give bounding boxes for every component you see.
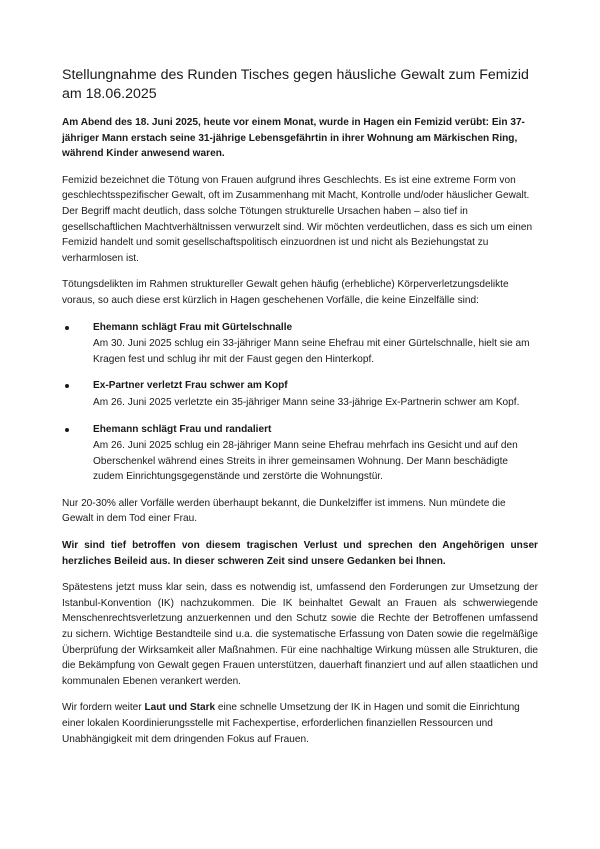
statistics-paragraph: Nur 20-30% aller Vorfälle werden überhaupt bekannt, die Dunkelziffer ist immens. Nun mündete die Gewalt in dem Tod einer Frau. (62, 497, 506, 525)
incident-item (62, 320, 538, 368)
incident-item (62, 422, 538, 485)
definition-paragraph: Femizid bezeichnet die Tötung von Frauen aufgrund ihres Geschlechts. Es ist eine extreme Form von geschlechtsspezifischer Gewalt, oft im Zusammenhang mit Macht, Kontrolle und/oder häuslicher Gewalt. Der Begriff macht deutlich, dass solche Tötungen strukturelle Ursachen haben – also tief in gesellschaftlichen Machtverhältnissen verwurzelt sind. Wir möchten verdeutlichen, dass es sich um einen Femizid handelt und somit gesellschaftspolitisch einzuordnen ist und nicht als Beziehungstat zu verharmlosen ist. (62, 174, 533, 264)
condolence-paragraph: Wir sind tief betroffen von diesem tragischen Verlust und sprechen den Angehörigen unser herzliches Beileid aus. In dieser schweren Zeit sind unsere Gedanken bei Ihnen. (62, 540, 538, 567)
document-title: Stellungnahme des Runden Tisches gegen häusliche Gewalt zum Femizid am 18.06.2025 (62, 67, 529, 102)
demand-emphasis: Laut und Stark (144, 702, 216, 714)
incident-text: Am 30. Juni 2025 schlug ein 33-jähriger Mann seine Ehefrau mit einer Gürtelschnalle, hielt sie am Kragen fest und schlug ihr mit der Faust gegen den Hinterkopf. (93, 338, 530, 365)
incident-list (62, 320, 538, 485)
incident-heading: Ehemann schlägt Frau mit Gürtelschnalle (93, 321, 293, 333)
incident-heading: Ehemann schlägt Frau und randaliert (93, 423, 272, 435)
context-paragraph: Tötungsdelikten im Rahmen struktureller Gewalt gehen häufig (erhebliche) Körperverletzungsdelikte voraus, so auch diese erst kürzlich in Hagen geschehenen Vorfälle, die keine Einzelfälle sind: (62, 279, 509, 306)
demand-text-end: eine schnelle Umsetzung der IK in Hagen und somit die Einrichtung einer lokalen Koordinierungsstelle mit Fachexpertise, erforderlichen finanziellen Ressourcen und Unabhängigkeit mit dem dringenden Fokus auf Frauen. (62, 702, 520, 745)
incident-text: Am 26. Juni 2025 verletzte ein 35-jähriger Mann seine 33-jährige Ex-Partnerin schwer am Kopf. (93, 396, 520, 408)
incident-heading: Ex-Partner verletzt Frau schwer am Kopf (93, 380, 288, 392)
incident-text: Am 26. Juni 2025 schlug ein 28-jähriger Mann seine Ehefrau mehrfach ins Gesicht und auf den Oberschenkel während eines Streits in ihrer gemeinsamen Wohnung. Der Mann beschädigte zudem Einrichtungsgegenstände und zerstörte die Wohnungstür. (93, 440, 518, 483)
demand-paragraph (62, 700, 538, 747)
istanbul-convention-paragraph: Spätestens jetzt muss klar sein, dass es notwendig ist, umfassend den Forderungen zur Umsetzung der Istanbul-Konvention (IK) nachzukommen. Die IK beinhaltet Gewalt an Frauen als schwerwiegende Menschenrechtsverletzung anzuerkennen und den Schutz sowie die Rechte der Betroffenen umfassend zu sichern. Wichtige Bestandteile sind u.a. die systematische Erfassung von Daten sowie die regelmäßige Überprüfung der Wirksamkeit aller Maßnahmen. Für eine nachhaltige Wirkung müssen alle Strukturen, die die Bekämpfung von Gewalt gegen Frauen unterstützen, dauerhaft finanziert und auf allen staatlichen und kommunalen Ebenen verankert werden. (62, 582, 538, 687)
demand-text-start: Wir fordern weiter (62, 702, 145, 714)
bullet-icon (65, 384, 69, 388)
lead-paragraph: Am Abend des 18. Juni 2025, heute vor einem Monat, wurde in Hagen ein Femizid verübt: Ein 37-jähriger Mann erstach seine 31-jährige Lebensgefährtin in ihrer Wohnung am Märkischen Ring, während Kinder anwesend waren. (62, 117, 525, 160)
bullet-icon (65, 428, 69, 432)
bullet-icon (65, 326, 69, 330)
incident-item (62, 378, 538, 410)
